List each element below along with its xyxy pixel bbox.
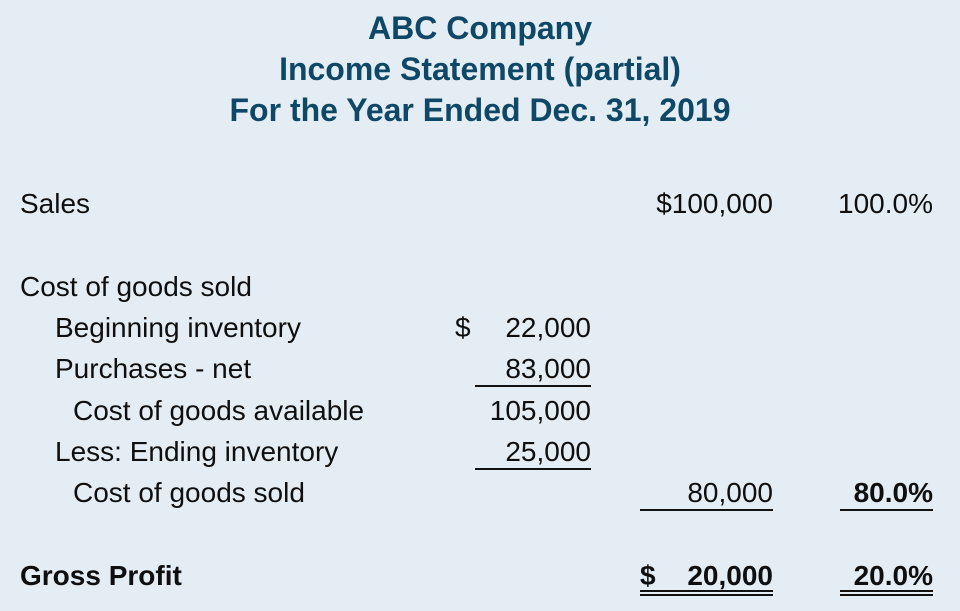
sales-percent: 100.0% — [838, 188, 933, 219]
cogs-total-row — [0, 472, 960, 513]
beginning-inventory-amount: 22,000 — [505, 312, 591, 343]
goods-available-amount: 105,000 — [489, 395, 591, 426]
company-name: ABC Company — [367, 10, 592, 46]
sales-row — [0, 183, 960, 224]
gross-profit-amount: 20,000 — [687, 560, 773, 591]
beginning-inventory-label: Beginning inventory — [55, 312, 301, 343]
statement-header — [0, 8, 960, 131]
sales-label: Sales — [20, 188, 91, 219]
statement-title: Income Statement (partial) — [279, 51, 681, 87]
purchases-net-row — [0, 348, 960, 389]
sales-amount: $100,000 — [656, 188, 773, 219]
ending-inventory-label: Less: Ending inventory — [55, 436, 339, 467]
gross-profit-currency: $ — [640, 560, 656, 591]
goods-available-row — [0, 390, 960, 431]
statement-period: For the Year Ended Dec. 31, 2019 — [229, 92, 731, 128]
cogs-heading: Cost of goods sold — [20, 271, 252, 302]
cogs-total-amount: 80,000 — [640, 472, 773, 511]
cogs-total-percent: 80.0% — [840, 472, 933, 511]
goods-available-label: Cost of goods available — [73, 395, 365, 426]
ending-inventory-row — [0, 431, 960, 472]
gross-profit-percent: 20.0% — [840, 555, 933, 596]
purchases-net-amount: 83,000 — [475, 348, 591, 387]
cogs-heading-row — [0, 266, 960, 307]
gross-profit-value — [640, 555, 773, 596]
beginning-inventory-row — [0, 307, 960, 348]
gross-profit-label: Gross Profit — [20, 560, 182, 591]
gross-profit-row — [0, 555, 960, 596]
beginning-inventory-currency: $ — [455, 312, 471, 343]
purchases-net-label: Purchases - net — [55, 353, 252, 384]
cogs-total-label: Cost of goods sold — [73, 477, 305, 508]
beginning-inventory-value — [455, 307, 591, 348]
ending-inventory-amount: 25,000 — [475, 431, 591, 470]
